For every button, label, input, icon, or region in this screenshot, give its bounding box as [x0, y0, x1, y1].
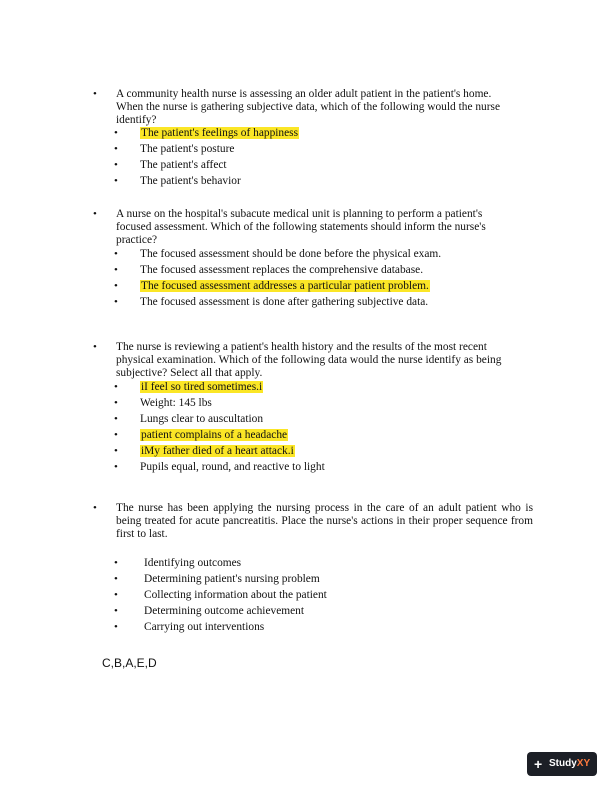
- option-text: Pupils equal, round, and reactive to light: [140, 461, 325, 473]
- option-bullet: •: [114, 445, 118, 457]
- option-text: Weight: 145 lbs: [140, 397, 212, 409]
- question-2-option-1: [0, 247, 612, 262]
- question-4-option-4: [0, 604, 612, 619]
- question-text: A community health nurse is assessing an older adult patient in the patient's home. When the nurse is gathering subjective data, which of the following would the nurse identify?: [116, 88, 501, 127]
- plus-icon: +: [534, 756, 543, 772]
- question-4-option-2: [0, 572, 612, 587]
- question-bullet: •: [93, 88, 97, 100]
- question-1-option-1: [0, 126, 612, 141]
- question-2-option-2: [0, 263, 612, 278]
- option-bullet: •: [114, 557, 118, 569]
- question-4-option-3: [0, 588, 612, 603]
- studyxy-badge[interactable]: [527, 752, 597, 776]
- option-bullet: •: [114, 248, 118, 260]
- option-text: Determining outcome achievement: [144, 605, 305, 617]
- question-bullet: •: [93, 341, 97, 353]
- option-bullet: •: [114, 159, 118, 171]
- option-bullet: •: [114, 573, 118, 585]
- question-3-option-5: [0, 444, 612, 459]
- question-3-option-4: [0, 428, 612, 443]
- option-text: Carrying out interventions: [144, 621, 265, 633]
- brand-main: Study: [549, 758, 577, 769]
- brand-name: [549, 752, 590, 776]
- option-bullet: •: [114, 280, 118, 292]
- option-text: The focused assessment replaces the comprehensive database.: [140, 264, 424, 276]
- option-bullet: •: [114, 127, 118, 139]
- question-3-option-2: [0, 396, 612, 411]
- option-text: Lungs clear to auscultation: [140, 413, 264, 425]
- option-text: Identifying outcomes: [144, 557, 242, 569]
- option-text: Collecting information about the patient: [144, 589, 327, 601]
- option-text-highlighted: The patient's feelings of happiness: [141, 127, 299, 139]
- question-2-option-4: [0, 295, 612, 310]
- option-bullet: •: [114, 621, 118, 633]
- option-text: The focused assessment should be done before the physical exam.: [140, 248, 442, 260]
- option-bullet: •: [114, 264, 118, 276]
- option-text-highlighted: patient complains of a headache: [141, 429, 288, 441]
- option-bullet: •: [114, 413, 118, 425]
- brand-accent: XY: [576, 758, 591, 769]
- option-text: The focused assessment is done after gathering subjective data.: [140, 296, 429, 308]
- option-bullet: •: [114, 429, 118, 441]
- option-bullet: •: [114, 175, 118, 187]
- option-text-highlighted: iMy father died of a heart attack.i: [141, 445, 294, 457]
- option-text: The patient's behavior: [140, 175, 241, 187]
- option-bullet: •: [114, 143, 118, 155]
- option-bullet: •: [114, 605, 118, 617]
- question-text: The nurse is reviewing a patient's health history and the results of the most recent physical examination. Which of the following data would the nurse identify as being subjective? Select all that apply.: [116, 341, 502, 380]
- option-bullet: •: [114, 296, 118, 308]
- question-bullet: •: [93, 502, 97, 514]
- answer-sequence: C,B,A,E,D: [102, 656, 157, 670]
- question-2-option-3: [0, 279, 612, 294]
- question-bullet: •: [93, 208, 97, 220]
- question-3-option-1: [0, 380, 612, 395]
- question-1-option-4: [0, 174, 612, 189]
- question-4-option-1: [0, 556, 612, 571]
- question-1-option-3: [0, 158, 612, 173]
- question-1-option-2: [0, 142, 612, 157]
- question-4-option-5: [0, 620, 612, 635]
- option-bullet: •: [114, 397, 118, 409]
- question-text: The nurse has been applying the nursing process in the care of an adult patient who is being treated for acute pancreatitis. Place the nurse's actions in their proper sequence from first to last.: [116, 502, 533, 541]
- option-bullet: •: [114, 461, 118, 473]
- question-3-option-6: [0, 460, 612, 475]
- question-text: A nurse on the hospital's subacute medical unit is planning to perform a patient's focused assessment. Which of the following statements should inform the nurse's practice?: [116, 208, 486, 247]
- option-text-highlighted: iI feel so tired sometimes.i: [141, 381, 263, 393]
- option-bullet: •: [114, 589, 118, 601]
- question-3-option-3: [0, 412, 612, 427]
- option-text-highlighted: The focused assessment addresses a particular patient problem.: [141, 280, 429, 292]
- option-text: Determining patient's nursing problem: [144, 573, 320, 585]
- option-bullet: •: [114, 381, 118, 393]
- option-text: The patient's posture: [140, 143, 235, 155]
- option-text: The patient's affect: [140, 159, 227, 171]
